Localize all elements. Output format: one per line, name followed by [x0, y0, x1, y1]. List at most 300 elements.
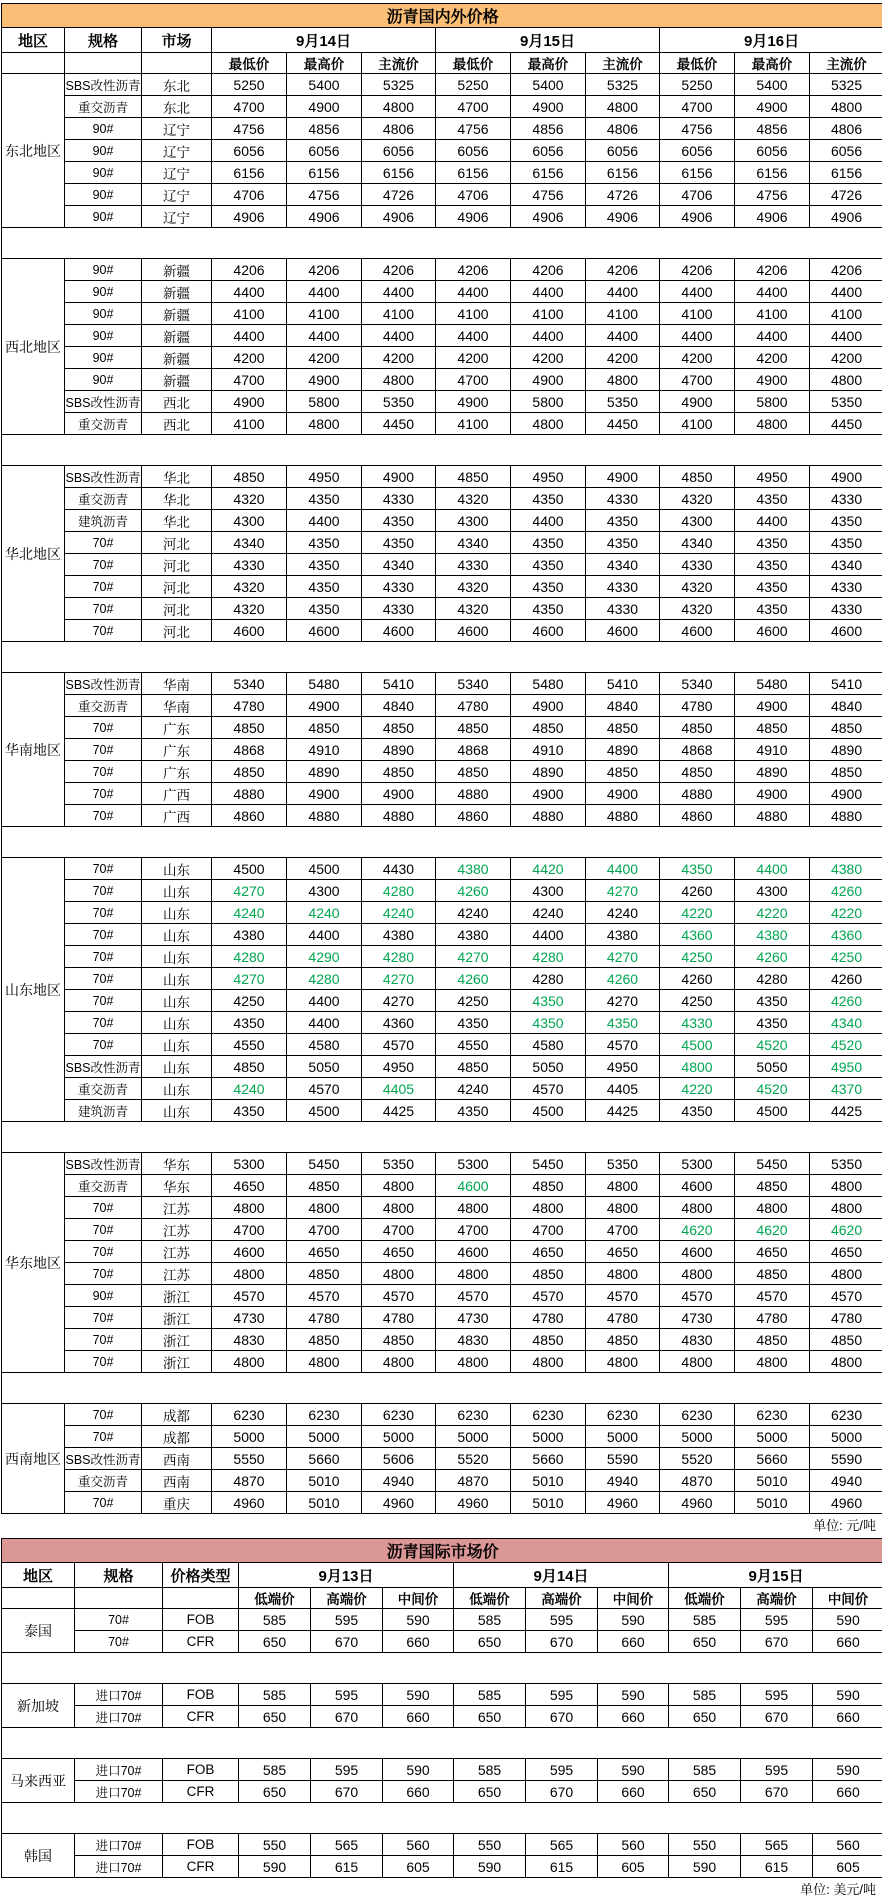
price-cell: 4206 — [586, 259, 660, 281]
section-gap — [2, 228, 882, 259]
spec-cell: 90# — [65, 347, 142, 369]
price-cell: 4220 — [810, 902, 882, 924]
spec-cell: 重交沥青 — [65, 1470, 142, 1492]
price-cell: 6230 — [287, 1404, 362, 1426]
table-row — [2, 1329, 882, 1351]
price-cell: 560 — [813, 1834, 882, 1856]
price-cell: 4400 — [660, 325, 735, 347]
price-cell: 6056 — [287, 140, 362, 162]
price-cell: 4880 — [362, 805, 436, 827]
table-row — [2, 1834, 882, 1856]
price-cell: 4620 — [735, 1219, 810, 1241]
price-cell: 4320 — [212, 488, 287, 510]
price-cell: 4830 — [212, 1329, 287, 1351]
price-cell: 4850 — [735, 1263, 810, 1285]
market-cell: FOB — [163, 1609, 239, 1631]
market-cell: 浙江 — [142, 1307, 212, 1329]
price-cell: 4290 — [287, 946, 362, 968]
price-cell: 4600 — [362, 620, 436, 642]
domestic-price-table — [1, 3, 882, 1514]
price-cell: 560 — [383, 1834, 454, 1856]
region-cell: 西北地区 — [2, 259, 65, 435]
price-cell: 4340 — [586, 554, 660, 576]
region-cell: 东北地区 — [2, 74, 65, 228]
spec-cell: 70# — [65, 739, 142, 761]
price-cell: 4330 — [586, 488, 660, 510]
price-cell: 4350 — [511, 532, 586, 554]
price-cell: 4850 — [660, 717, 735, 739]
price-cell: 4700 — [436, 1219, 511, 1241]
price-cell: 4350 — [735, 598, 810, 620]
price-cell: 6230 — [660, 1404, 735, 1426]
price-cell: 4400 — [287, 1012, 362, 1034]
price-cell: 4880 — [436, 783, 511, 805]
price-cell: 4430 — [362, 858, 436, 880]
price-cell: 4425 — [362, 1100, 436, 1122]
price-cell: 4500 — [212, 858, 287, 880]
market-cell: 江苏 — [142, 1241, 212, 1263]
price-cell: 4906 — [810, 206, 882, 228]
price-cell: 4270 — [362, 968, 436, 990]
price-cell: 4350 — [511, 576, 586, 598]
price-cell: 4800 — [212, 1197, 287, 1219]
domestic-title-row — [2, 4, 882, 28]
price-cell: 4850 — [362, 1329, 436, 1351]
price-cell: 5350 — [810, 1153, 882, 1175]
table-row — [2, 74, 882, 96]
market-cell: 山东 — [142, 880, 212, 902]
price-cell: 4700 — [436, 369, 511, 391]
table-row — [2, 532, 882, 554]
price-cell: 4706 — [436, 184, 511, 206]
price-cell: 4380 — [362, 924, 436, 946]
price-cell: 5000 — [511, 1426, 586, 1448]
spec-cell: 重交沥青 — [65, 1175, 142, 1197]
market-cell: FOB — [163, 1684, 239, 1706]
price-cell: 4650 — [511, 1241, 586, 1263]
price-cell: 5300 — [660, 1153, 735, 1175]
header-market-spacer — [142, 53, 212, 74]
price-cell: 5400 — [511, 74, 586, 96]
price-cell: 4700 — [660, 96, 735, 118]
price-cell: 4800 — [362, 369, 436, 391]
price-cell: 4880 — [735, 805, 810, 827]
price-cell: 4350 — [362, 532, 436, 554]
price-cell: 4856 — [735, 118, 810, 140]
price-cell: 4706 — [660, 184, 735, 206]
price-cell: 5010 — [287, 1492, 362, 1514]
price-cell: 4350 — [660, 858, 735, 880]
price-cell: 4270 — [362, 990, 436, 1012]
price-cell: 4380 — [586, 924, 660, 946]
price-cell: 4800 — [660, 1197, 735, 1219]
price-cell: 4400 — [810, 281, 882, 303]
price-cell: 4650 — [362, 1241, 436, 1263]
price-cell: 590 — [598, 1684, 669, 1706]
price-cell: 5400 — [287, 74, 362, 96]
market-cell: CFR — [163, 1706, 239, 1728]
spec-cell: SBS改性沥青 — [65, 673, 142, 695]
price-cell: 4850 — [735, 1175, 810, 1197]
market-cell: CFR — [163, 1781, 239, 1803]
price-cell: 4405 — [586, 1078, 660, 1100]
price-cell: 4600 — [586, 620, 660, 642]
price-cell: 4270 — [586, 990, 660, 1012]
price-cell: 4280 — [511, 968, 586, 990]
header-price-type: 中间价 — [813, 1588, 882, 1609]
price-cell: 4100 — [586, 303, 660, 325]
table-row — [2, 1012, 882, 1034]
price-cell: 5480 — [735, 673, 810, 695]
price-cell: 4520 — [735, 1078, 810, 1100]
price-cell: 4800 — [511, 1351, 586, 1373]
price-cell: 4900 — [810, 466, 882, 488]
market-cell: 广东 — [142, 717, 212, 739]
price-cell: 4950 — [511, 466, 586, 488]
price-cell: 4800 — [586, 1263, 660, 1285]
price-cell: 4600 — [436, 620, 511, 642]
price-cell: 4850 — [287, 1329, 362, 1351]
market-cell: 辽宁 — [142, 184, 212, 206]
price-cell: 4360 — [810, 924, 882, 946]
table-row — [2, 466, 882, 488]
price-cell: 4800 — [362, 1351, 436, 1373]
price-cell: 5050 — [287, 1056, 362, 1078]
price-cell: 4350 — [212, 1012, 287, 1034]
price-cell: 4260 — [436, 880, 511, 902]
section-gap — [2, 1728, 882, 1759]
price-cell: 5410 — [810, 673, 882, 695]
price-cell: 4900 — [735, 783, 810, 805]
price-cell: 4800 — [660, 1351, 735, 1373]
price-cell: 595 — [741, 1609, 813, 1631]
market-cell: 河北 — [142, 598, 212, 620]
header-price-type: 最低价 — [212, 53, 287, 74]
price-cell: 4250 — [212, 990, 287, 1012]
price-cell: 4850 — [735, 1329, 810, 1351]
domestic-table-title: 沥青国内外价格 — [2, 4, 882, 28]
header-date: 9月13日 — [239, 1563, 454, 1588]
market-cell: 山东 — [142, 1056, 212, 1078]
price-cell: 4850 — [212, 1056, 287, 1078]
price-cell: 4200 — [735, 347, 810, 369]
table-row — [2, 1241, 882, 1263]
price-cell: 4570 — [660, 1285, 735, 1307]
price-cell: 4830 — [436, 1329, 511, 1351]
price-cell: 5606 — [362, 1448, 436, 1470]
table-row — [2, 1856, 882, 1878]
spec-cell: 重交沥青 — [65, 96, 142, 118]
region-cell: 西南地区 — [2, 1404, 65, 1514]
market-cell: 广东 — [142, 739, 212, 761]
price-cell: 4350 — [810, 510, 882, 532]
price-cell: 4700 — [287, 1219, 362, 1241]
market-cell: CFR — [163, 1856, 239, 1878]
price-cell: 4800 — [810, 1197, 882, 1219]
price-cell: 5800 — [287, 391, 362, 413]
price-cell: 4260 — [810, 990, 882, 1012]
market-cell: FOB — [163, 1759, 239, 1781]
price-cell: 595 — [741, 1684, 813, 1706]
price-cell: 5250 — [212, 74, 287, 96]
price-cell: 585 — [669, 1609, 741, 1631]
price-cell: 605 — [598, 1856, 669, 1878]
price-cell: 4570 — [735, 1285, 810, 1307]
price-cell: 5340 — [212, 673, 287, 695]
price-cell: 4100 — [511, 303, 586, 325]
price-cell: 4240 — [287, 902, 362, 924]
price-cell: 4650 — [287, 1241, 362, 1263]
price-cell: 4600 — [212, 1241, 287, 1263]
spec-cell: 70# — [65, 924, 142, 946]
spec-cell: 70# — [65, 946, 142, 968]
price-cell: 5400 — [735, 74, 810, 96]
price-cell: 4910 — [735, 739, 810, 761]
table-row — [2, 1197, 882, 1219]
price-cell: 4700 — [212, 1219, 287, 1241]
price-cell: 4400 — [436, 281, 511, 303]
price-cell: 4350 — [212, 1100, 287, 1122]
header-price-type: 高端价 — [311, 1588, 383, 1609]
price-cell: 4880 — [511, 805, 586, 827]
market-cell: 华北 — [142, 466, 212, 488]
spec-cell: SBS改性沥青 — [65, 1153, 142, 1175]
price-cell: 6230 — [810, 1404, 882, 1426]
market-cell: 华北 — [142, 488, 212, 510]
price-cell: 4700 — [436, 96, 511, 118]
price-cell: 4340 — [660, 532, 735, 554]
price-cell: 4350 — [511, 554, 586, 576]
price-cell: 585 — [669, 1684, 741, 1706]
price-cell: 4200 — [586, 347, 660, 369]
price-cell: 4405 — [362, 1078, 436, 1100]
price-cell: 4726 — [810, 184, 882, 206]
price-cell: 4940 — [362, 1470, 436, 1492]
price-cell: 4940 — [810, 1470, 882, 1492]
table-row — [2, 1426, 882, 1448]
price-cell: 6230 — [586, 1404, 660, 1426]
price-cell: 4425 — [586, 1100, 660, 1122]
price-cell: 4260 — [660, 968, 735, 990]
spec-cell: SBS改性沥青 — [65, 74, 142, 96]
price-cell: 4330 — [660, 554, 735, 576]
table-row — [2, 1100, 882, 1122]
price-cell: 650 — [239, 1781, 311, 1803]
price-cell: 5000 — [436, 1426, 511, 1448]
price-cell: 4890 — [810, 739, 882, 761]
price-cell: 4850 — [511, 1263, 586, 1285]
price-cell: 4800 — [735, 413, 810, 435]
price-cell: 4400 — [212, 281, 287, 303]
price-cell: 4350 — [511, 598, 586, 620]
price-cell: 4550 — [212, 1034, 287, 1056]
price-cell: 4100 — [212, 413, 287, 435]
international-table-title: 沥青国际市场价 — [2, 1539, 882, 1563]
price-cell: 4320 — [660, 598, 735, 620]
spec-cell: 70# — [65, 620, 142, 642]
price-cell: 4726 — [362, 184, 436, 206]
price-cell: 4850 — [810, 1329, 882, 1351]
price-cell: 4350 — [287, 488, 362, 510]
header-price-type: 最高价 — [511, 53, 586, 74]
price-cell: 670 — [741, 1781, 813, 1803]
price-cell: 4900 — [362, 783, 436, 805]
header-date: 9月14日 — [212, 28, 436, 53]
price-cell: 4330 — [212, 554, 287, 576]
price-cell: 4850 — [362, 761, 436, 783]
price-cell: 595 — [311, 1759, 383, 1781]
price-cell: 4880 — [810, 805, 882, 827]
table-row — [2, 1759, 882, 1781]
table-row — [2, 1285, 882, 1307]
spec-cell: 70# — [65, 805, 142, 827]
international-unit-label: 单位: 美元/吨 — [1, 1878, 880, 1902]
table-row — [2, 369, 882, 391]
price-cell: 4350 — [660, 1100, 735, 1122]
header-price-type: 最高价 — [287, 53, 362, 74]
price-cell: 4100 — [436, 303, 511, 325]
price-cell: 660 — [383, 1706, 454, 1728]
price-cell: 4350 — [586, 510, 660, 532]
price-cell: 4350 — [735, 990, 810, 1012]
price-cell: 4700 — [212, 369, 287, 391]
price-cell: 4240 — [212, 1078, 287, 1100]
price-cell: 4880 — [287, 805, 362, 827]
price-cell: 4900 — [511, 783, 586, 805]
price-cell: 4800 — [735, 1351, 810, 1373]
price-cell: 670 — [311, 1706, 383, 1728]
spec-cell: SBS改性沥青 — [65, 1056, 142, 1078]
price-cell: 4400 — [436, 325, 511, 347]
price-cell: 660 — [598, 1706, 669, 1728]
price-cell: 6156 — [436, 162, 511, 184]
price-cell: 4880 — [586, 805, 660, 827]
price-cell: 4330 — [810, 598, 882, 620]
market-cell: 江苏 — [142, 1263, 212, 1285]
price-cell: 4700 — [586, 1219, 660, 1241]
price-cell: 4330 — [362, 576, 436, 598]
price-cell: 4400 — [586, 325, 660, 347]
price-cell: 4400 — [810, 325, 882, 347]
header-price-type: 中间价 — [598, 1588, 669, 1609]
spec-cell: 70# — [65, 880, 142, 902]
price-cell: 4860 — [660, 805, 735, 827]
price-cell: 4650 — [735, 1241, 810, 1263]
price-cell: 4700 — [362, 1219, 436, 1241]
spec-cell: 70# — [65, 968, 142, 990]
table-row — [2, 1684, 882, 1706]
region-cell: 山东地区 — [2, 858, 65, 1122]
price-cell: 4320 — [436, 576, 511, 598]
table-row — [2, 347, 882, 369]
price-cell: 4280 — [511, 946, 586, 968]
price-cell: 4350 — [735, 1012, 810, 1034]
price-cell: 670 — [526, 1781, 598, 1803]
price-cell: 4960 — [436, 1492, 511, 1514]
market-cell: 华南 — [142, 673, 212, 695]
price-cell: 4730 — [660, 1307, 735, 1329]
spec-cell: 进口70# — [75, 1684, 163, 1706]
price-cell: 4800 — [287, 1197, 362, 1219]
international-title-row — [2, 1539, 882, 1563]
price-cell: 4730 — [212, 1307, 287, 1329]
price-cell: 4570 — [287, 1285, 362, 1307]
market-cell: 山东 — [142, 858, 212, 880]
market-cell: 重庆 — [142, 1492, 212, 1514]
price-cell: 4350 — [436, 1100, 511, 1122]
price-cell: 4330 — [362, 488, 436, 510]
price-cell: 4450 — [810, 413, 882, 435]
price-cell: 4350 — [287, 532, 362, 554]
price-cell: 4570 — [586, 1285, 660, 1307]
price-cell: 4900 — [810, 783, 882, 805]
header-price-type: 最低价 — [660, 53, 735, 74]
header-date: 9月14日 — [454, 1563, 669, 1588]
price-cell: 4906 — [212, 206, 287, 228]
price-cell: 4200 — [810, 347, 882, 369]
price-cell: 4500 — [287, 1100, 362, 1122]
table-row — [2, 620, 882, 642]
header-region-spacer — [2, 53, 65, 74]
price-cell: 4350 — [586, 1012, 660, 1034]
price-cell: 5660 — [735, 1448, 810, 1470]
price-cell: 5350 — [362, 1153, 436, 1175]
section-gap — [2, 1803, 882, 1834]
price-cell: 4600 — [436, 1175, 511, 1197]
price-cell: 5325 — [362, 74, 436, 96]
price-cell: 4350 — [287, 598, 362, 620]
price-cell: 4300 — [511, 880, 586, 902]
price-cell: 6156 — [586, 162, 660, 184]
spec-cell: 70# — [65, 783, 142, 805]
price-cell: 4330 — [810, 488, 882, 510]
price-cell: 4800 — [436, 1351, 511, 1373]
spec-cell: 重交沥青 — [65, 413, 142, 435]
price-cell: 660 — [383, 1781, 454, 1803]
price-cell: 4240 — [511, 902, 586, 924]
price-cell: 4800 — [586, 1197, 660, 1219]
price-cell: 4340 — [810, 1012, 882, 1034]
price-cell: 4400 — [586, 858, 660, 880]
table-row — [2, 1034, 882, 1056]
price-cell: 5520 — [436, 1448, 511, 1470]
spec-cell: 90# — [65, 281, 142, 303]
price-cell: 5010 — [735, 1470, 810, 1492]
price-cell: 4950 — [586, 1056, 660, 1078]
market-cell: 新疆 — [142, 347, 212, 369]
market-cell: 浙江 — [142, 1285, 212, 1307]
price-cell: 4780 — [511, 1307, 586, 1329]
market-cell: 广西 — [142, 805, 212, 827]
table-row — [2, 1351, 882, 1373]
price-cell: 4906 — [362, 206, 436, 228]
section-gap — [2, 435, 882, 466]
price-cell: 4800 — [810, 1351, 882, 1373]
price-cell: 4270 — [212, 968, 287, 990]
price-cell: 5800 — [511, 391, 586, 413]
table-row — [2, 1078, 882, 1100]
price-cell: 4950 — [287, 466, 362, 488]
price-cell: 5340 — [660, 673, 735, 695]
price-cell: 4320 — [660, 488, 735, 510]
price-cell: 4800 — [810, 369, 882, 391]
region-cell: 新加坡 — [2, 1684, 75, 1728]
table-row — [2, 805, 882, 827]
header-price-type: 低端价 — [239, 1588, 311, 1609]
price-cell: 4840 — [362, 695, 436, 717]
table-row — [2, 1781, 882, 1803]
price-cell: 5000 — [735, 1426, 810, 1448]
